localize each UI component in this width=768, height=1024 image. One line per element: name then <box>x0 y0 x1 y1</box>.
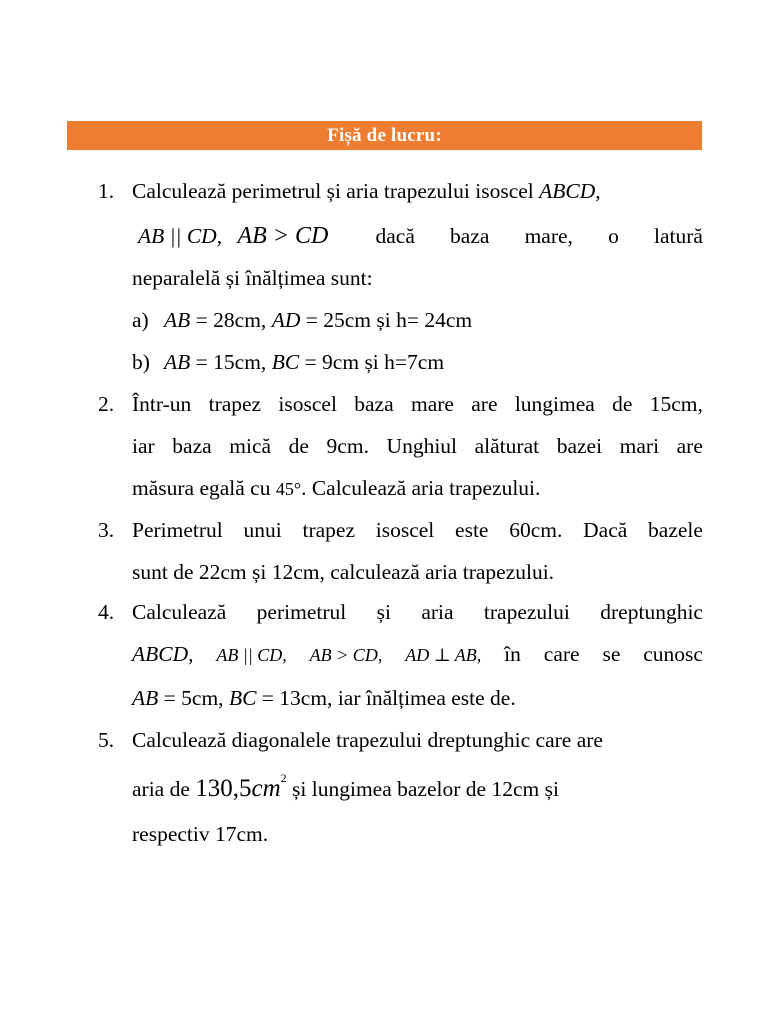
worksheet-title: Fișă de lucru: <box>327 124 442 146</box>
area-value: 130,5 <box>195 775 252 802</box>
math-ab-greater-cd: AB > CD, <box>309 645 383 665</box>
word: 15cm, <box>649 392 703 416</box>
word: în <box>504 642 521 666</box>
math-var: AB <box>164 350 191 374</box>
word: trapez <box>302 518 356 542</box>
problem-4-line-2-justified <box>132 644 703 666</box>
word: unui <box>243 518 282 542</box>
problem-1-text: Calculează perimetrul și aria trapezului isoscel ABCD, <box>132 179 601 203</box>
problem-5-text-2 <box>132 771 559 802</box>
word: mare, <box>524 224 573 248</box>
word: dreptunghic <box>600 600 703 624</box>
problem-3-text: sunt de 22cm și 12cm, calculează aria trapezului. <box>132 560 555 584</box>
problem-2-line-1-justified <box>132 394 703 416</box>
problem-5-text-3: respectiv 17cm. <box>132 822 269 846</box>
word: o <box>608 224 619 248</box>
problem-5-number: 5. <box>98 728 115 752</box>
word: cunosc <box>643 642 703 666</box>
problem-2-line-2-justified <box>132 436 703 458</box>
word: Perimetrul <box>132 518 223 542</box>
text-part: măsura egală cu <box>132 476 276 500</box>
word: mari <box>619 434 660 458</box>
word: are <box>471 392 498 416</box>
math-var: BC <box>228 686 257 710</box>
math-ab-parallel-cd: AB || CD, <box>216 645 287 665</box>
problem-1-number: 1. <box>98 179 115 203</box>
word: și <box>376 600 391 624</box>
word: baza <box>450 224 490 248</box>
word: care <box>543 642 580 666</box>
problem-2-text <box>132 478 540 500</box>
angle-value: 45° <box>275 479 302 499</box>
math-var: BC <box>271 350 300 374</box>
text-part: = 9cm și h=7cm <box>299 350 445 374</box>
word: baza <box>172 434 212 458</box>
sub-b-label: b) <box>132 350 150 374</box>
word: dacă <box>375 224 415 248</box>
text-part: aria de <box>132 777 196 801</box>
word: are <box>676 434 703 458</box>
word: baza <box>354 392 394 416</box>
math-var: AB <box>164 308 191 332</box>
word: Într-un <box>132 392 192 416</box>
problem-1-text-part: neparalelă și înălțimea sunt: <box>132 266 373 290</box>
word: isoscel <box>278 392 337 416</box>
text-part: = 25cm și h= 24cm <box>300 308 473 332</box>
word: iar <box>132 434 155 458</box>
worksheet-title-bar <box>67 121 702 150</box>
math-abcd: ABCD <box>539 179 596 203</box>
word: mare <box>410 392 454 416</box>
problem-4-line-1-justified <box>132 602 703 624</box>
problem-1-text-part: Calculează perimetrul și aria trapezului isoscel <box>132 179 534 203</box>
sub-a-label: a) <box>132 308 149 332</box>
math-var: AD <box>271 308 301 332</box>
word: Calculează <box>132 600 227 624</box>
word: bazele <box>648 518 703 542</box>
math-ab-parallel-cd: AB || CD, <box>138 224 223 248</box>
word: bazei <box>556 434 603 458</box>
text-part: = 15cm, <box>190 350 272 374</box>
problem-4-text <box>132 688 516 710</box>
problem-4-number: 4. <box>98 600 115 624</box>
word: se <box>602 642 621 666</box>
word: aria <box>421 600 454 624</box>
problem-3-line-1-justified <box>132 520 703 542</box>
text-part: și lungimea bazelor de 12cm și <box>286 777 559 801</box>
word: trapezului <box>483 600 570 624</box>
math-ab-greater-cd: AB > CD <box>237 223 329 249</box>
word: mică <box>229 434 272 458</box>
text-part: . Calculează aria trapezului. <box>301 476 541 500</box>
text-part: = 13cm, iar înălțimea este de. <box>256 686 516 710</box>
word: Unghiul <box>386 434 458 458</box>
word: de <box>288 434 309 458</box>
math-parallel <box>138 224 328 248</box>
sub-b-text <box>164 352 444 374</box>
word: este <box>455 518 489 542</box>
word: isoscel <box>375 518 435 542</box>
word: alăturat <box>474 434 540 458</box>
math-var: AB <box>132 686 159 710</box>
area-exponent: 2 <box>280 771 287 785</box>
math-abcd: ABCD, <box>132 642 194 666</box>
word: de <box>612 392 633 416</box>
word: 9cm. <box>326 434 369 458</box>
problem-2-number: 2. <box>98 392 115 416</box>
word: trapez <box>208 392 262 416</box>
problem-5-text: Calculează diagonalele trapezului dreptunghic care are <box>132 728 603 752</box>
word: 60cm. <box>509 518 563 542</box>
text-part: = 5cm, <box>158 686 229 710</box>
word: perimetrul <box>256 600 347 624</box>
text-part: = 28cm, <box>190 308 272 332</box>
sub-a-text <box>164 310 472 332</box>
math-ad-perp-ab: AD ⊥ AB, <box>405 645 482 665</box>
problem-1-line-2-justified <box>132 224 703 248</box>
word: latură <box>653 224 703 248</box>
word: Dacă <box>583 518 628 542</box>
area-unit: cm <box>251 775 281 802</box>
word: lungimea <box>514 392 595 416</box>
problem-3-number: 3. <box>98 518 115 542</box>
